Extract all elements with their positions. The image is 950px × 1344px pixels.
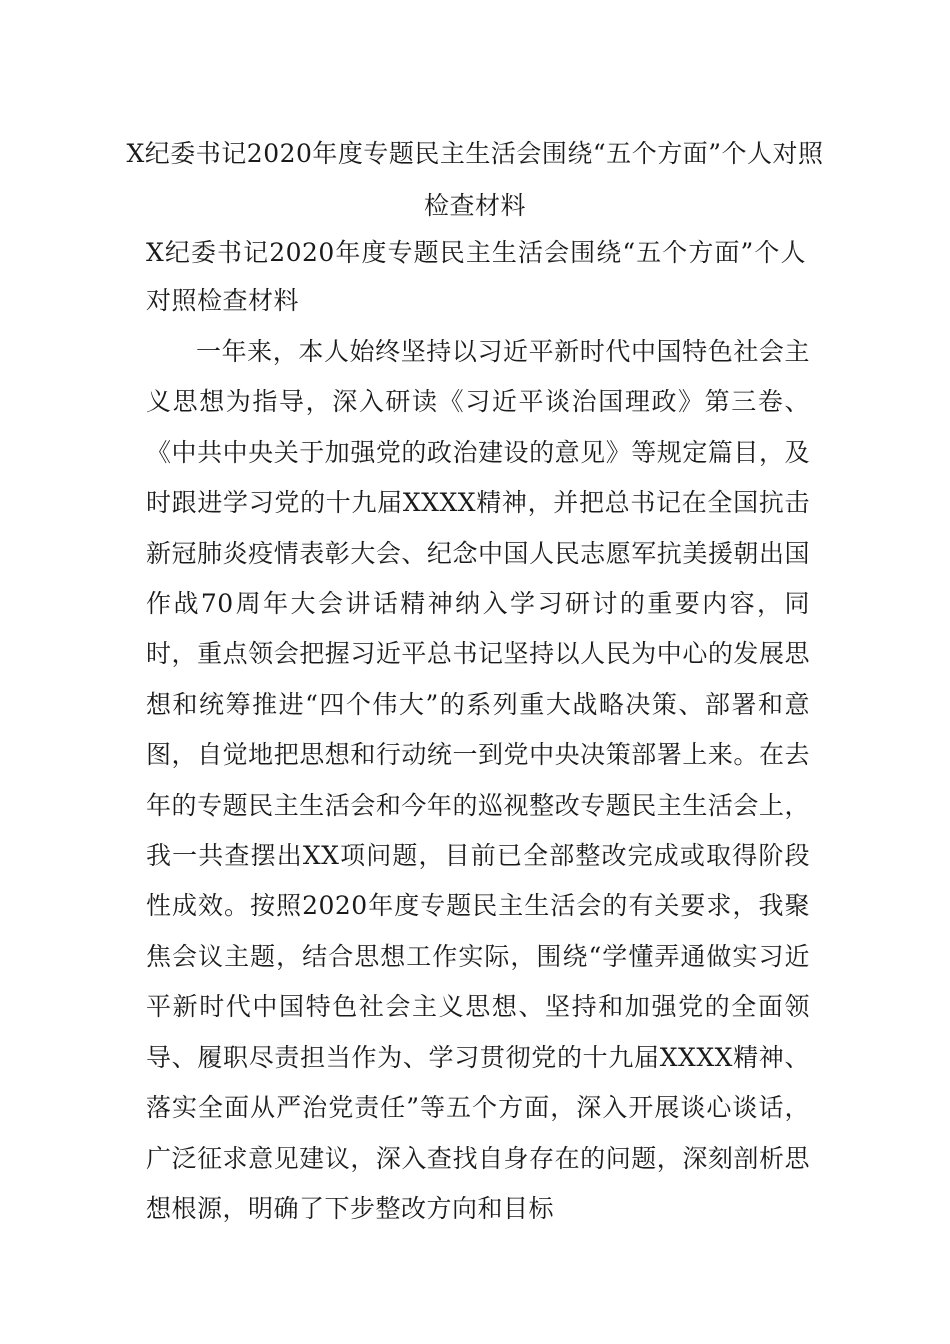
body-paragraph: 一年来，本人始终坚持以习近平新时代中国特色社会主义思想为指导，深入研读《习近平谈治国理政》第三卷、《中共中央关于加强党的政治建设的意见》等规定篇目，及时跟进学习党的十九届XXXX精神，并把总书记在全国抗击新冠肺炎疫情表彰大会、纪念中国人民志愿军抗美援朝出国作战70周年大会讲话精神纳入学习研讨的重要内容，同时，重点领会把握习近平总书记坚持以人民为中心的发展思想和统筹推进“四个伟大”的系列重大战略决策、部署和意图，自觉地把思想和行动统一到党中央决策部署上来。在去年的专题民主生活会和今年的巡视整改专题民主生活会上，我一共查摆出XX项问题，目前已全部整改完成或取得阶段性成效。按照2020年度专题民主生活会的有关要求，我聚焦会议主题，结合思想工作实际，围绕“学懂弄通做实习近平新时代中国特色社会主义思想、坚持和加强党的全面领导、履职尽责担当作为、学习贯彻党的十九届XXXX精神、落实全面从严治党责任”等五个方面，深入开展谈心谈话，广泛征求意见建议，深入查找自身存在的问题，深刻剖析思想根源，明确了下步整改方向和目标 (146, 337, 810, 1223)
document-title: X纪委书记2020年度专题民主生活会围绕“五个方面”个人对照检查材料 (126, 139, 824, 220)
document-subtitle: X纪委书记2020年度专题民主生活会围绕“五个方面”个人对照检查材料 (146, 238, 806, 315)
